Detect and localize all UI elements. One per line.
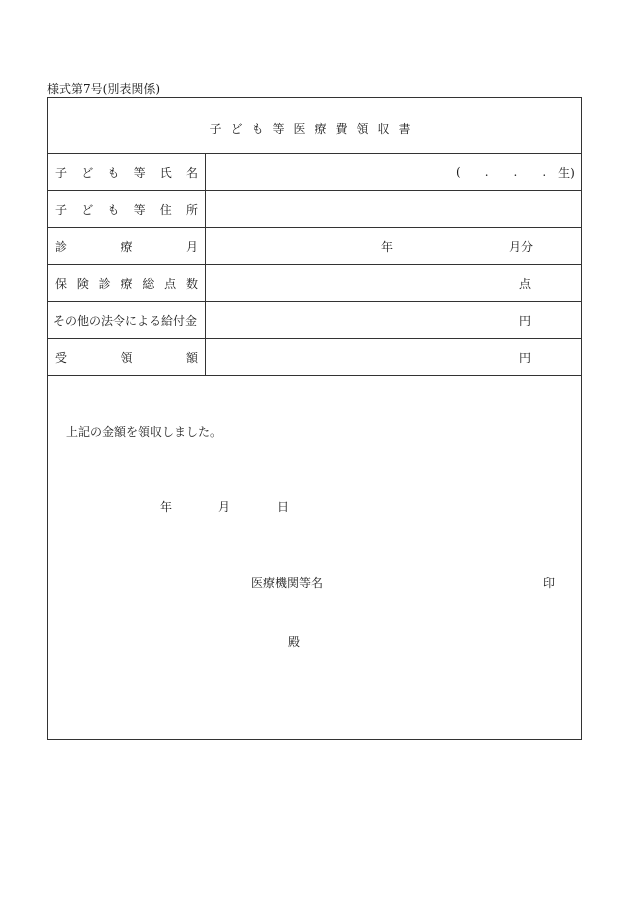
- label-char: 療: [120, 239, 133, 254]
- form-title-row: [48, 98, 581, 154]
- receipt-statement: 上記の金額を領収しました。: [66, 425, 223, 439]
- label-char: 等: [133, 202, 146, 217]
- label-char: 領: [120, 350, 133, 365]
- label-char: 月: [185, 239, 198, 254]
- row-insurance-points: [48, 265, 581, 302]
- birth-dot-1: .: [484, 165, 489, 179]
- row-other-benefits: [48, 302, 581, 339]
- label-char: ど: [81, 165, 94, 180]
- label-char: も: [107, 165, 120, 180]
- label-char: 住: [159, 202, 172, 217]
- treatment-year-unit: 年: [381, 239, 394, 254]
- label-char: 氏: [159, 165, 172, 180]
- form-title: 子ども等医療費領収書: [209, 122, 420, 136]
- label-char: 子: [55, 165, 68, 180]
- received-unit: 円: [519, 350, 532, 365]
- label-treatment-month: [48, 228, 206, 264]
- label-insurance-points: [48, 265, 206, 301]
- date-year: 年: [160, 500, 173, 514]
- treatment-month-unit: 月分: [509, 239, 534, 254]
- birth-suffix: 生): [558, 165, 575, 180]
- label-other-benefits: その他の法令による給付金: [48, 302, 206, 338]
- label-char: 子: [55, 202, 68, 217]
- birth-open-paren: (: [456, 165, 461, 179]
- label-char: 険: [76, 276, 89, 291]
- date-day: 日: [277, 500, 290, 514]
- row-child-name: [48, 154, 581, 191]
- label-char: 数: [185, 276, 198, 291]
- label-char: 総: [142, 276, 155, 291]
- label-char: ど: [81, 202, 94, 217]
- benefit-unit: 円: [519, 313, 532, 328]
- label-char: 等: [133, 165, 146, 180]
- label-char: 点: [164, 276, 177, 291]
- label-char: も: [107, 202, 120, 217]
- birth-dot-3: .: [542, 165, 547, 179]
- receipt-form: [47, 97, 582, 740]
- label-char: 療: [120, 276, 133, 291]
- label-char: 受: [55, 350, 68, 365]
- row-child-address: [48, 191, 581, 228]
- form-number: 様式第7号(別表関係): [47, 82, 160, 96]
- label-char: 保: [55, 276, 68, 291]
- receipt-body: [48, 377, 581, 739]
- label-char: 額: [185, 350, 198, 365]
- honorific: 殿: [288, 635, 301, 649]
- row-treatment-month: [48, 228, 581, 265]
- label-child-address: [48, 191, 206, 227]
- birthdate-field[interactable]: [456, 154, 575, 190]
- seal-mark: 印: [543, 576, 556, 590]
- institution-label: 医療機関等名: [251, 576, 324, 590]
- label-char: 診: [98, 276, 111, 291]
- date-month: 月: [218, 500, 231, 514]
- label-char: 診: [55, 239, 68, 254]
- label-char: 名: [185, 165, 198, 180]
- label-child-name: [48, 154, 206, 190]
- birth-dot-2: .: [513, 165, 518, 179]
- label-amount-received: [48, 339, 206, 375]
- points-unit: 点: [519, 276, 532, 291]
- label-char: 所: [185, 202, 198, 217]
- row-amount-received: [48, 339, 581, 376]
